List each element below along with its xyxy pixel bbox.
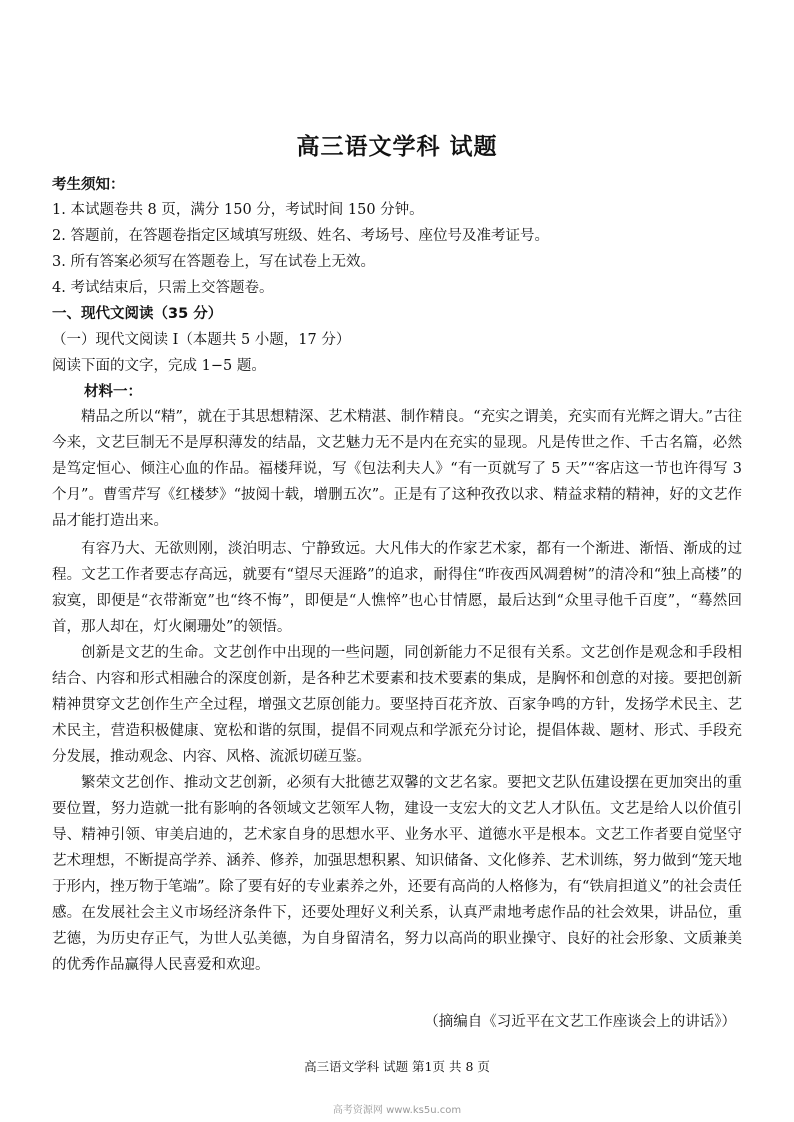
paragraph: 繁荣文艺创作、推动文艺创新，必须有大批德艺双馨的文艺名家。要把文艺队伍建设摆在更加突出的重要位置，努力造就一批有影响的各领域文艺领军人物，建设一支宏大的文艺人才队伍。文艺是给人以价值引导、精神引领、审美启迪的，艺术家自身的思想水平、业务水平、道德水平是根本。文艺工作者要自觉坚守艺术理想，不断提高学养、涵养、修养，加强思想积累、知识储备、文化修养、艺术训练，努力做到“笼天地于形内，挫万物于笔端”。除了要有好的专业素养之外，还要有高尚的人格修为，有“铁肩担道义”的社会责任感。在发展社会主义市场经济条件下，还要处理好义利关系，认真严肃地考虑作品的社会效果，讲品位，重艺德，为历史存正气，为世人弘美德，为自身留清名，努力以高尚的职业操守、良好的社会形象、文质兼美的优秀作品赢得人民喜爱和欢迎。 <box>52 775 742 973</box>
source-citation: （摘编自《习近平在文艺工作座谈会上的讲话》） <box>424 1014 736 1030</box>
paragraph: 精品之所以“精”，就在于其思想精深、艺术精湛、制作精良。“充实之谓美，充实而有光辉之谓大。”古往今来，文艺巨制无不是厚积薄发的结晶，文艺魅力无不是内在充实的显现。凡是传世之作、千古名篇，必然是笃定恒心、倾注心血的作品。福楼拜说，写《包法利夫人》“有一页就写了 5 天”“客店这一节也许得写 3 个月”。曹雪芹写《红楼梦》“披阅十载，增删五次”。正是有了这种孜孜以求、精益求精的精神，好的文艺作品才能打造出来。 <box>52 409 742 529</box>
notice-item: 2. 答题前，在答题卷指定区域填写班级、姓名、考场号、座位号及准考证号。 <box>52 228 549 244</box>
paragraph: 创新是文艺的生命。文艺创作中出现的一些问题，同创新能力不足很有关系。文艺创作是观念和手段相结合、内容和形式相融合的深度创新，是各种艺术要素和技术要素的集成，是胸怀和创意的对接。要把创新精神贯穿文艺创作生产全过程，增强文艺原创能力。要坚持百花齐放、百家争鸣的方针，发扬学术民主、艺术民主，营造积极健康、宽松和谐的氛围，提倡不同观点和学派充分讨论，提倡体裁、题材、形式、手段充分发展，推动观念、内容、风格、流派切磋互鉴。 <box>52 645 742 765</box>
notice-item: 3. 所有答案必须写在答题卷上，写在试卷上无效。 <box>52 254 375 270</box>
subsection-heading: （一）现代文阅读 I（本题共 5 小题，17 分） <box>52 332 351 348</box>
reading-instruction: 阅读下面的文字，完成 1−5 题。 <box>52 358 266 374</box>
paragraph: 有容乃大、无欲则刚，淡泊明志、宁静致远。大凡伟大的作家艺术家，都有一个渐进、渐悟、渐成的过程。文艺工作者要志存高远，就要有“望尽天涯路”的追求，耐得住“昨夜西风凋碧树”的清冷和“独上高楼”的寂寞，即便是“衣带渐宽”也“终不悔”，即便是“人憔悴”也心甘情愿，最后达到“众里寻他千百度”，“蓦然回首，那人却在，灯火阑珊处”的领悟。 <box>52 541 742 635</box>
notice-item: 4. 考试结束后，只需上交答题卷。 <box>52 280 274 296</box>
section-heading: 一、现代文阅读（35 分） <box>52 306 223 322</box>
page-title: 高三语文学科 试题 <box>296 134 498 160</box>
watermark: 高考资源网 www.ks5u.com <box>332 1105 462 1116</box>
notice-heading: 考生须知： <box>52 177 125 193</box>
notice-item: 1. 本试题卷共 8 页，满分 150 分，考试时间 150 分钟。 <box>52 202 424 218</box>
material-label: 材料一： <box>84 384 142 400</box>
page-footer: 高三语文学科 试题 第1页 共 8 页 <box>304 1059 490 1074</box>
